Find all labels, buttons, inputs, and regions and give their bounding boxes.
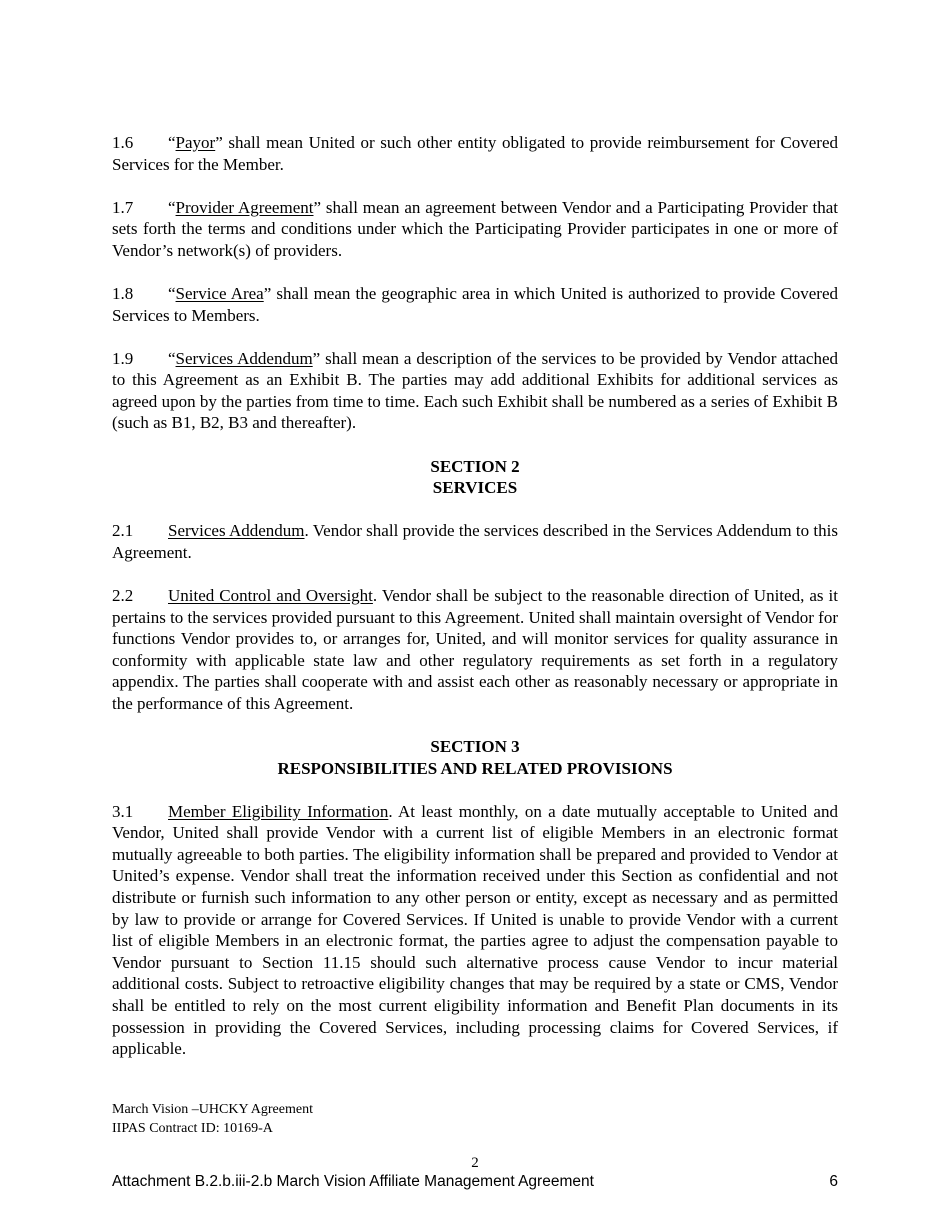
definition-1-8	[112, 283, 838, 326]
open-quote: “	[168, 197, 176, 217]
section-3-heading	[112, 736, 838, 779]
clause-text: ” shall mean a description of the services to be provided by Vendor attached to this Agreement as an Exhibit B. The parties may add additional Exhibits for additional services as agreed upon by the parties from time to time. Each such Exhibit shall be numbered as a series of Exhibit B (such as B1, B2, B3 and thereafter).	[112, 348, 838, 433]
section-number: SECTION 3	[430, 736, 520, 756]
definition-1-9	[112, 348, 838, 434]
clause-number: 1.7	[112, 197, 134, 217]
attachment-page-number: 6	[829, 1173, 838, 1190]
clause-heading: United Control and Oversight	[168, 585, 373, 605]
defined-term: Provider Agreement	[175, 197, 314, 217]
open-quote: “	[168, 133, 176, 152]
clause-text: ” shall mean United or such other entity obligated to provide reimbursement for Covered Services for the Member.	[112, 133, 838, 174]
clause-text: . Vendor shall provide the services described in the Services Addendum to this Agreement.	[112, 521, 838, 562]
open-quote: “	[168, 348, 176, 368]
page-number: 2	[471, 1155, 479, 1171]
clause-number: 1.6	[112, 133, 134, 152]
definition-1-7	[112, 197, 838, 262]
clause-text: ” shall mean an agreement between Vendor and a Participating Provider that sets forth the terms and conditions under which the Participating Provider participates in one or more of Vendor’s network(s) of providers.	[112, 197, 838, 260]
definition-1-6	[112, 132, 838, 175]
clause-number: 2.2	[112, 585, 134, 605]
section-title: RESPONSIBILITIES AND RELATED PROVISIONS	[277, 758, 673, 778]
agreement-name: March Vision –UHCKY Agreement	[112, 1102, 313, 1117]
clause-text: ” shall mean the geographic area in which United is authorized to provide Covered Services to Members.	[112, 283, 838, 325]
clause-2-2	[112, 585, 838, 715]
clause-heading: Services Addendum	[168, 521, 305, 541]
defined-term: Service Area	[175, 283, 264, 303]
document-body	[112, 132, 838, 1081]
clause-number: 3.1	[112, 801, 134, 821]
section-title: SERVICES	[432, 478, 518, 498]
clause-text: . At least monthly, on a date mutually acceptable to United and Vendor, United shall provide Vendor with a current list of eligible Members in an electronic format mutually agreeable to both parties. The eligibility information shall be prepared and provided to Vendor at United’s expense. Vendor shall treat the information received under this Section as confidential and not distribute or furnish such information to any other person or entity, except as necessary and as permitted by law to provide or arrange for Covered Services. If United is unable to provide Vendor with a current list of eligible Members in an electronic format, the parties agree to adjust the compensation payable to Vendor pursuant to Section 11.15 should such alternative process cause Vendor to incur material additional costs. Subject to retroactive eligibility changes that may be required by a state or CMS, Vendor shall be entitled to rely on the most current eligibility information and Benefit Plan documents in its possession in providing the Covered Services, including processing claims for Covered Services, if applicable.	[112, 801, 838, 1059]
section-2-heading	[112, 456, 838, 499]
clause-text: . Vendor shall be subject to the reasonable direction of United, as it pertains to the services provided pursuant to this Agreement. United shall maintain oversight of Vendor for functions Vendor provides to, or arranges for, United, and will monitor services for quality assurance in conformity with applicable state law and other regulatory requirements as set forth in a regulatory appendix. The parties shall cooperate with and assist each other as reasonably necessary or appropriate in the performance of this Agreement.	[112, 585, 838, 713]
defined-term: Payor	[175, 133, 216, 152]
document-footer	[112, 1100, 313, 1138]
section-number: SECTION 2	[430, 456, 520, 476]
clause-number: 1.9	[112, 348, 134, 368]
clause-number: 2.1	[112, 521, 134, 541]
open-quote: “	[168, 283, 176, 303]
contract-id: IIPAS Contract ID: 10169-A	[112, 1121, 273, 1136]
clause-heading: Member Eligibility Information	[168, 801, 389, 821]
attachment-label: Attachment B.2.b.iii-2.b March Vision Affiliate Management Agreement	[112, 1173, 594, 1190]
clause-number: 1.8	[112, 283, 134, 303]
defined-term: Services Addendum	[175, 348, 313, 368]
clause-2-1	[112, 520, 838, 563]
clause-3-1	[112, 801, 838, 1060]
attachment-footer	[112, 1172, 838, 1191]
